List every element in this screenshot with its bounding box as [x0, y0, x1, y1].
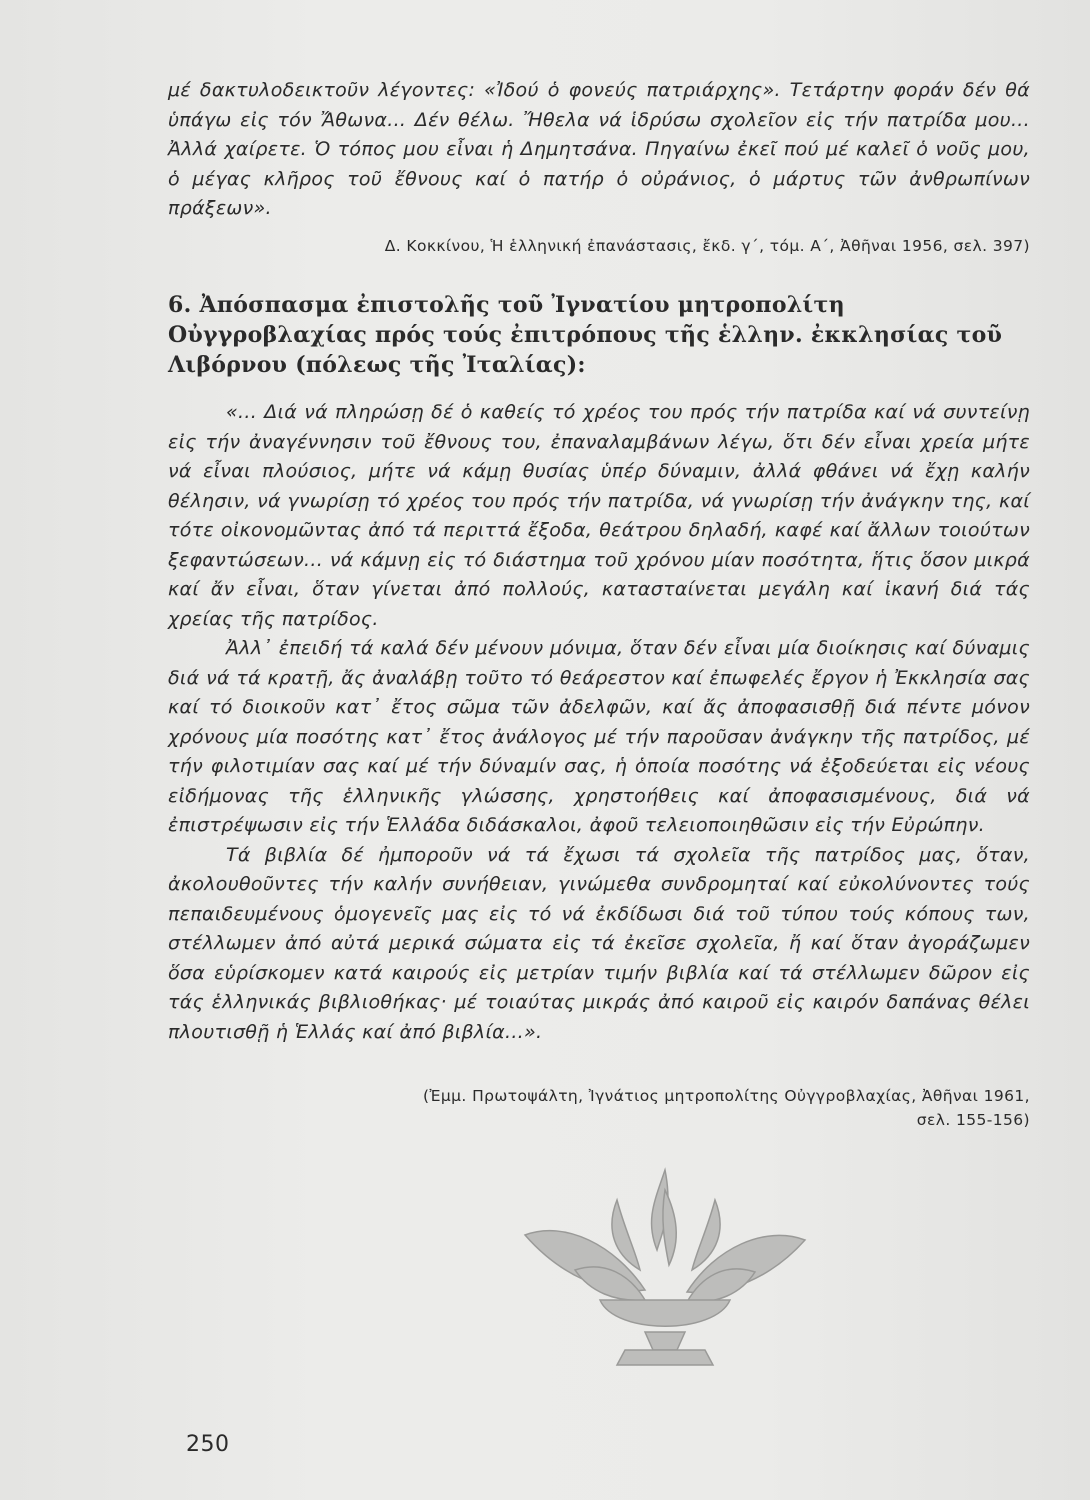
top-quote	[168, 76, 1030, 224]
excerpt-citation-line-1: (Ἐμμ. Πρωτοψάλτη, Ἰγνάτιος μητροπολίτης Οὐγγροβλαχίας, Ἀθῆναι 1961,	[423, 1087, 1030, 1105]
lamp-ornament-icon	[505, 1160, 825, 1380]
letter-excerpt	[168, 398, 1030, 1047]
quote-paragraph: μέ δακτυλοδεικτοῦν λέγοντες: «Ἰδού ὁ φονεύς πατριάρχης». Τετάρτην φοράν δέν θά ὑπάγω εἰς τόν Ἄθωνα... Δέν θέλω. Ἤθελα νά ἱδρύσω σχολεῖον εἰς τήν πατρίδα μου... Ἀλλά χαίρετε. Ὁ τόπος μου εἶναι ἡ Δημητσάνα. Πηγαίνω ἐκεῖ πού μέ καλεῖ ὁ νοῦς μου, ὁ μέγας κλῆρος τοῦ ἔθνους καί ὁ πατήρ ὁ οὐράνιος, ὁ μάρτυς τῶν ἀνθρωπίνων πράξεων».	[168, 79, 1030, 219]
section-heading: 6. Ἀπόσπασμα ἐπιστολῆς τοῦ Ἰγνατίου μητροπολίτη Οὐγγροβλαχίας πρός τούς ἐπιτρόπους τῆς ἑλλην. ἐκκλησίας τοῦ Λιβόρνου (πόλεως τῆς Ἰταλίας):	[168, 292, 1003, 378]
top-citation-block	[168, 234, 1030, 258]
excerpt-paragraph-2: Ἀλλ᾽ ἐπειδή τά καλά δέν μένουν μόνιμα, ὅταν δέν εἶναι μία διοίκησις καί δύναμις διά νά τά κρατῇ, ἄς ἀναλάβῃ τοῦτο τό θεάρεστον καί ἐπωφελές ἔργον ἡ Ἐκκλησία σας καί τό διοικοῦν κατ᾽ ἔτος σῶμα τῶν ἀδελφῶν, καί ἄς ἀποφασισθῇ διά πέντε μόνον χρόνους μία ποσότης κατ᾽ ἔτος ἀνάλογος μέ τήν παροῦσαν ἀνάγκην τῆς πατρίδος, μέ τήν φιλοτιμίαν σας καί μέ τήν δύναμίν σας, ἡ ὁποία ποσότης νά ἐξοδεύεται εἰς νέους εἰδήμονας τῆς ἑλληνικῆς γλώσσης, χρηστοήθεις καί ἀποφασισμένους, διά νά ἐπιστρέψωσιν εἰς τήν Ἑλλάδα διδάσκαλοι, ἀφοῦ τελειοποιηθῶσιν εἰς τήν Εὐρώπην.	[168, 637, 1030, 836]
excerpt-citation-line-2: σελ. 155-156)	[916, 1111, 1030, 1129]
excerpt-paragraph-1: «... Διά νά πληρώσῃ δέ ὁ καθείς τό χρέος του πρός τήν πατρίδα καί νά συντείνῃ εἰς τήν ἀναγέννησιν τοῦ ἔθνους του, ἐπαναλαμβάνων λέγω, ὅτι δέν εἶναι χρεία μήτε νά εἶναι πλούσιος, μήτε νά κάμῃ θυσίας ὑπέρ δύναμιν, ἀλλά φθάνει νά ἔχῃ καλήν θέλησιν, νά γνωρίσῃ τό χρέος του πρός τήν πατρίδα, νά γνωρίσῃ τήν ἀνάγκην της, καί τότε οἰκονομῶντας ἀπό τά περιττά ἔξοδα, θεάτρου δηλαδή, καφέ καί ἄλλων τοιούτων ξεφαντώσεων... νά κάμνῃ εἰς τό διάστημα τοῦ χρόνου μίαν ποσότητα, ἥτις ὅσον μικρά καί ἄν εἶναι, ὅταν γίνεται ἀπό πολλούς, κατασταίνεται μεγάλη καί ἱκανή διά τάς χρείας τῆς πατρίδος.	[168, 401, 1030, 630]
section-heading-block	[168, 290, 1030, 380]
top-citation: Δ. Κοκκίνου, Ἡ ἑλληνική ἐπανάστασις, ἔκδ. γ΄, τόμ. Α΄, Ἀθῆναι 1956, σελ. 397)	[384, 237, 1030, 255]
page-number: 250	[186, 1432, 230, 1457]
excerpt-paragraph-3: Τά βιβλία δέ ἠμποροῦν νά τά ἔχωσι τά σχολεῖα τῆς πατρίδος μας, ὅταν, ἀκολουθοῦντες τήν καλήν συνήθειαν, γινώμεθα συνδρομηταί καί εὐκολύνοντες τούς πεπαιδευμένους ὁμογενεῖς μας εἰς τό νά ἐκδίδωσι διά τοῦ τύπου τούς κόπους των, στέλλωμεν ἀπό αὐτά μερικά σώματα εἰς τά ἐκεῖσε σχολεῖα, ἤ καί ὅταν ἀγοράζωμεν ὅσα εὑρίσκομεν κατά καιρούς εἰς μετρίαν τιμήν βιβλία καί τά στέλλωμεν δῶρον εἰς τάς ἑλληνικάς βιβλιοθήκας· μέ τοιαύτας μικράς ἀπό καιροῦ εἰς καιρόν δαπάνας θέλει πλουτισθῇ ἡ Ἑλλάς καί ἀπό βιβλία...».	[168, 843, 1030, 1043]
excerpt-citation-block	[168, 1084, 1030, 1132]
